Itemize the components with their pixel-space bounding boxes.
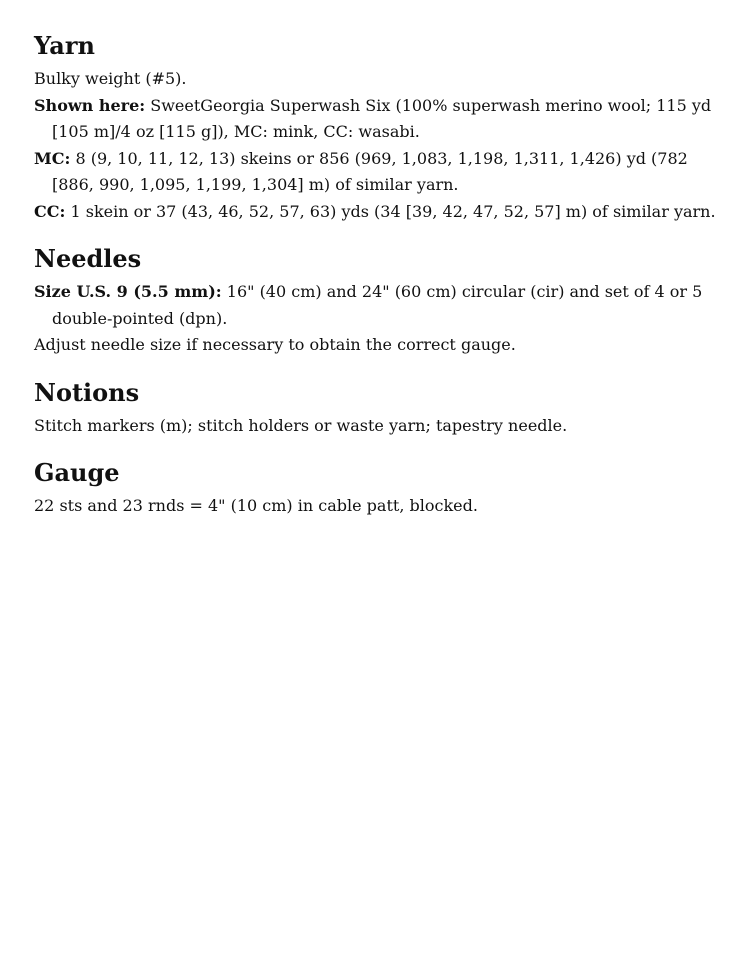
notions-heading: Notions [34, 377, 140, 407]
notions-section [34, 377, 716, 440]
gauge-text: 22 sts and 23 rnds = 4" (10 cm) in cable patt, blocked. [34, 496, 478, 515]
needle-size-text: 16" (40 cm) and 24" (60 cm) circular (cir) and set of 4 or 5 double-pointed (dpn). [52, 282, 703, 328]
mc-label: MC: [34, 148, 71, 168]
yarn-heading: Yarn [34, 31, 95, 60]
gauge-heading: Gauge [34, 458, 120, 487]
shown-here-label: Shown here: [34, 95, 146, 115]
yarn-shown-here [34, 93, 716, 146]
needle-size-label: Size U.S. 9 (5.5 mm): [34, 282, 222, 301]
yarn-section [34, 30, 716, 225]
mc-text: 8 (9, 10, 11, 12, 13) skeins or 856 (969, 1,083, 1,198, 1,311, 1,426) yd (782 [886, 990, 1,095, 1,199, 1,304] m) of similar yarn. [52, 148, 688, 194]
needles-adjust: Adjust needle size if necessary to obtain the correct gauge. [34, 335, 516, 354]
yarn-cc [34, 199, 716, 226]
cc-text: 1 skein or 37 (43, 46, 52, 57, 63) yds (34 [39, 42, 47, 52, 57] m) of similar yarn. [65, 201, 716, 221]
yarn-weight: Bulky weight (#5). [34, 69, 187, 88]
needles-size [34, 279, 716, 332]
shown-here-text: SweetGeorgia Superwash Six (100% superwash merino wool; 115 yd [105 m]/4 oz [115 g]), MC: mink, CC: wasabi. [52, 95, 712, 141]
needles-section [34, 243, 716, 359]
notions-text: Stitch markers (m); stitch holders or waste yarn; tapestry needle. [34, 415, 568, 435]
cc-label: CC: [34, 201, 66, 221]
needles-heading: Needles [34, 244, 142, 273]
gauge-section [34, 457, 716, 520]
yarn-mc [34, 146, 716, 199]
